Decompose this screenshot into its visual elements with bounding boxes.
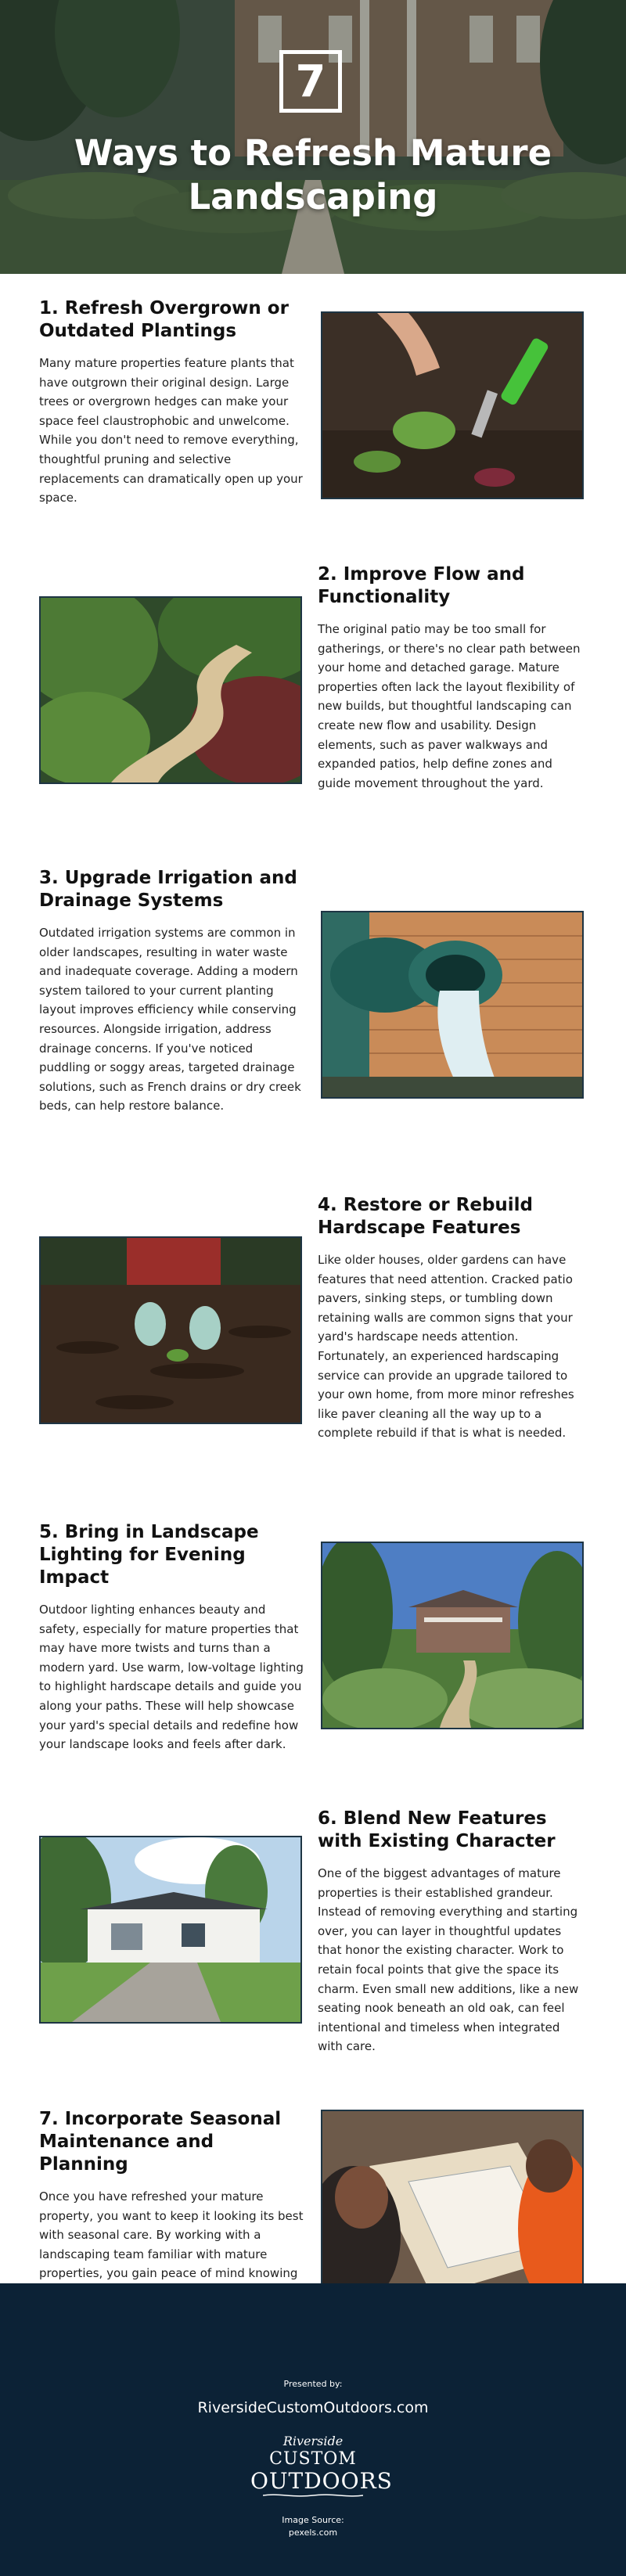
section-title: 1. Refresh Overgrown or Outdated Plantings [39,298,289,341]
section-body: Many mature properties feature plants that have outgrown their original design. Large trees or overgrown hedges can make your space feel claustrophobic and unwelcome. While you don't need to remove everything, thoughtful pruning and selective replacements can dramatically open up your space. [39,356,303,505]
section-refresh-plantings [0,297,626,524]
house-lawn-photo [39,1836,302,2024]
planning-photo [321,2110,584,2297]
logo-line1-text: CUSTOM [269,2449,357,2469]
section-body: Once you have refreshed your mature property, you want to keep it looking its best with seasonal care. By working with a landscaping team familiar with mature properties, you gain peace of mind knowing [39,2189,304,2281]
planting-photo [321,311,584,499]
hero-banner [0,0,626,274]
drainage-photo [321,911,584,1099]
section-hardscape-features [0,1194,626,1484]
estate-garden-photo [321,1542,584,1729]
logo-script-text: Riverside [282,2434,344,2448]
section-body: Like older houses, older gardens can have features that need attention. Cracked patio pavers, sinking steps, or tumbling down retaining walls are common signs that your yard's hardscape needs attention. Fortunately, an experienced hardscaping service can provide an upgrade tailored to your own home, from more minor refreshes like paver cleaning all the way up to a complete rebuild if that is what is needed. [318,1253,574,1441]
section-irrigation-drainage [0,867,626,1157]
section-body: One of the biggest advantages of mature properties is their established grandeur. Instead of removing everything and starting over, you can layer in thoughtful updates that honor the existing character. Work to retain focal points that give the space its charm. Even small new additions, like a new seating nook beneath an old oak, can feel intentional and timeless when integrated with care. [318,1866,579,2054]
section-text [318,1808,585,2056]
section-title: 6. Blend New Features with Existing Character [318,1808,556,1851]
section-title: 5. Bring in Landscape Lighting for Evening Impact [39,1522,259,1588]
walkway-photo [39,596,302,784]
website-link[interactable]: RiversideCustomOutdoors.com [197,2399,429,2416]
section-landscape-lighting [0,1521,626,1772]
section-title: 3. Upgrade Irrigation and Drainage Systems [39,868,297,911]
logo-line2-text: OUTDOORS [250,2468,393,2494]
hero-number: 7 [279,50,342,113]
section-body: Outdoor lighting enhances beauty and safety, especially for mature properties that may have more twists and turns than a modern yard. Use warm, low-voltage lighting to highlight hardscape details and guide you along your paths. These will help showcase your yard's special details and redefine how your landscape looks and feels after dark. [39,1603,304,1752]
section-blend-features [0,1808,626,2074]
footer [0,2283,626,2576]
section-title: 7. Incorporate Seasonal Maintenance and Planning [39,2109,282,2175]
section-title: 2. Improve Flow and Functionality [318,564,525,607]
section-text [318,563,585,793]
section-text [39,1521,307,1754]
section-seasonal-maintenance [0,2108,626,2304]
section-text [39,297,307,508]
section-flow-functionality [0,563,626,822]
company-logo [250,2432,393,2502]
image-source-value: pexels.com [288,2527,338,2538]
logo-wave-icon [263,2493,363,2498]
section-body: The original patio may be too small for gatherings, or there's no clear path between your home and detached garage. Mature properties often lack the layout flexibility of new builds, but thoughtful landscaping can create new flow and usability. Design elements, such as paver walkways and expanded patios, help define zones and guide movement throughout the yard. [318,622,581,790]
section-body: Outdated irrigation systems are common in older landscapes, resulting in water waste and inadequate coverage. Adding a modern system tailored to your current planting layout improves efficiency while conserving resources. Alongside irrigation, address drainage concerns. If you've noticed puddling or soggy areas, targeted drainage solutions, such as French drains or dry creek beds, can help restore balance. [39,926,301,1114]
section-title: 4. Restore or Rebuild Hardscape Features [318,1195,534,1238]
hero-title: Ways to Refresh Mature Landscaping [74,132,552,218]
section-text [39,867,307,1116]
soil-planting-photo [39,1236,302,1424]
section-text [318,1194,585,1443]
presented-by-label: Presented by: [283,2379,343,2389]
image-source-label: Image Source: [282,2515,344,2525]
